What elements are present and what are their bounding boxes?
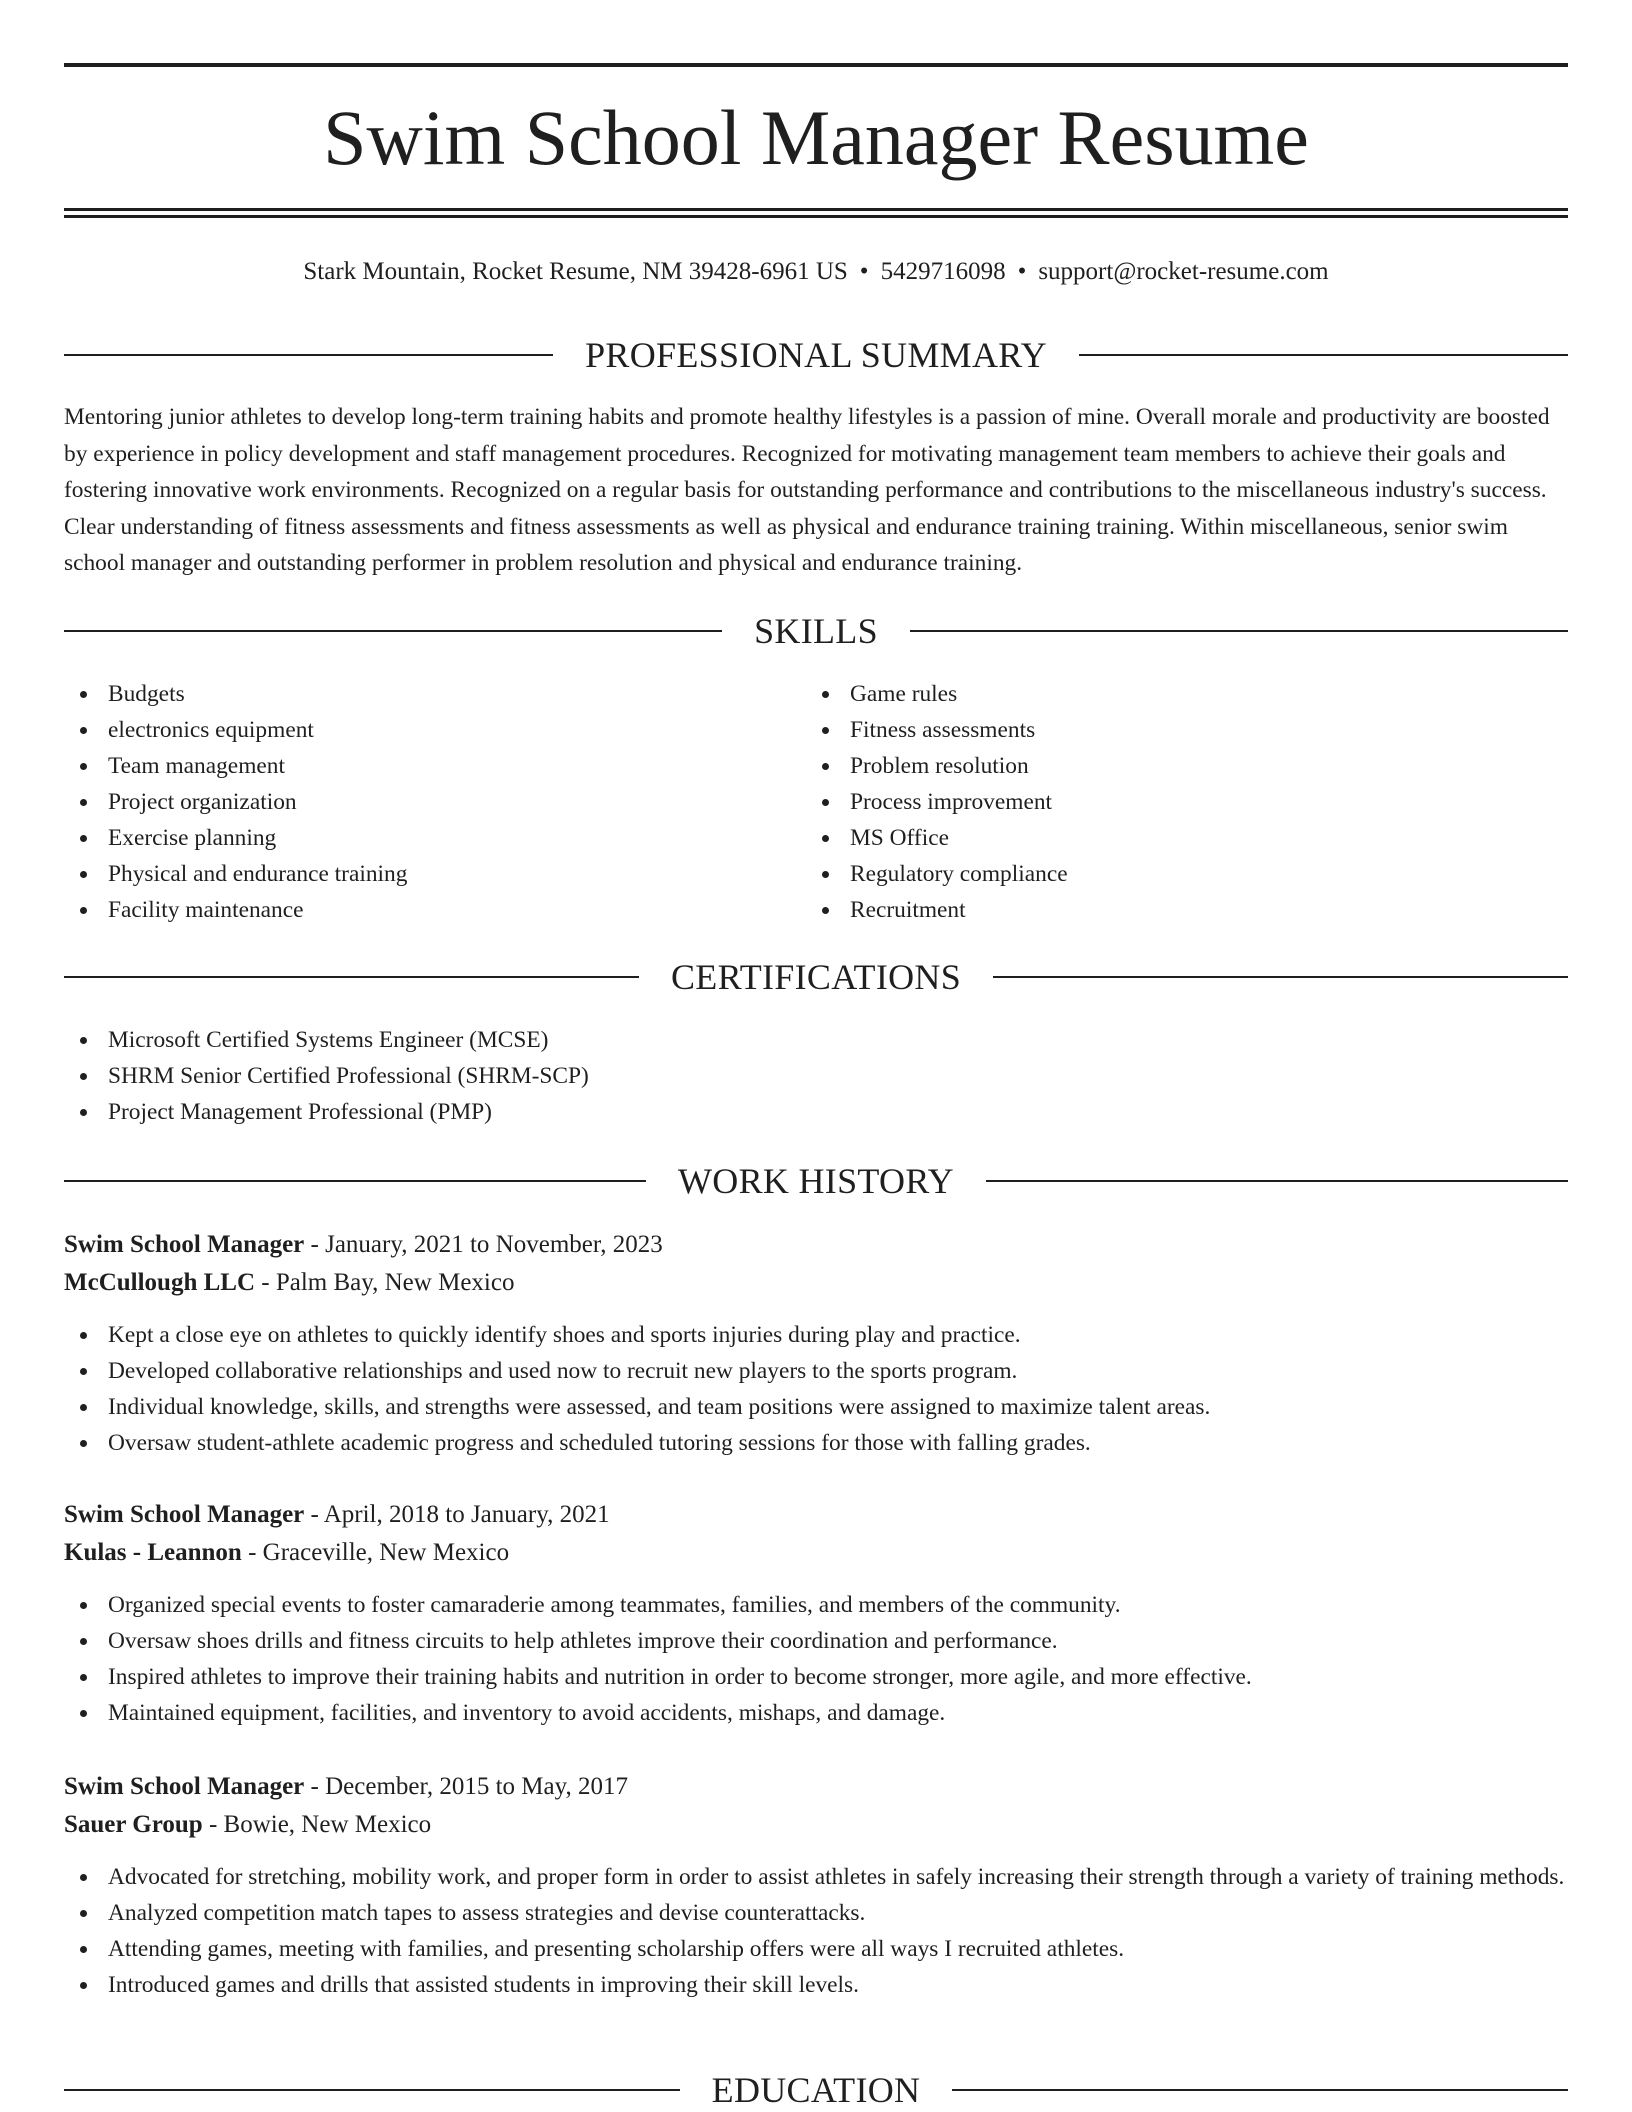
job-bullets [64,1859,1568,2003]
job-separator: - [241,1539,263,1566]
job-bullets [64,1587,1568,1731]
job-bullet: Individual knowledge, skills, and strengths were assessed, and team positions were assigned to maximize talent areas. [64,1389,1568,1425]
certifications-list [64,1022,1568,1130]
certification-item: Project Management Professional (PMP) [64,1094,1568,1130]
section-heading-skills [64,609,1568,653]
job-bullet: Advocated for stretching, mobility work, and proper form in order to assist athletes in safely increasing their strength through a variety of training methods. [64,1859,1568,1895]
divider-line [986,1180,1568,1182]
job-bullet: Kept a close eye on athletes to quickly identify shoes and sports injuries during play and practice. [64,1317,1568,1353]
section-title: WORK HISTORY [678,1161,954,1201]
top-rule [64,63,1568,67]
job-bullet: Introduced games and drills that assisted students in improving their skill levels. [64,1967,1568,2003]
job-title: Swim School Manager [64,1231,305,1258]
job-separator: - [304,1501,324,1528]
job-title-line [64,1496,1568,1534]
divider-line [64,630,722,632]
job-entry [64,1768,1568,2003]
job-bullet: Oversaw student-athlete academic progress and scheduled tutoring sessions for those with falling grades. [64,1425,1568,1461]
skill-item: Budgets [64,676,764,712]
contact-separator: • [859,258,869,285]
section-title: PROFESSIONAL SUMMARY [585,335,1047,375]
skill-item: Fitness assessments [806,712,1506,748]
job-company-line [64,1534,1568,1572]
contact-email: support@rocket-resume.com [1038,258,1329,285]
job-bullet: Analyzed competition match tapes to assess strategies and devise counterattacks. [64,1895,1568,1931]
skills-list-right [806,676,1506,928]
skill-item: Game rules [806,676,1506,712]
skill-item: Team management [64,748,764,784]
job-title: Swim School Manager [64,1501,305,1528]
skill-item: electronics equipment [64,712,764,748]
skill-item: Project organization [64,784,764,820]
job-location: Palm Bay, New Mexico [275,1269,515,1296]
contact-separator: • [1017,258,1027,285]
section-heading-work-history [64,1159,1568,1203]
contact-address: Stark Mountain, Rocket Resume, NM 39428-6961 US [303,258,848,285]
job-bullet: Oversaw shoes drills and fitness circuits to help athletes improve their coordination and performance. [64,1623,1568,1659]
certification-item: Microsoft Certified Systems Engineer (MCSE) [64,1022,1568,1058]
certification-item: SHRM Senior Certified Professional (SHRM-SCP) [64,1058,1568,1094]
job-separator: - [202,1811,224,1838]
job-title-line [64,1226,1568,1264]
page-title: Swim School Manager Resume [323,94,1309,181]
title-rule-lower [64,215,1568,218]
skill-item: MS Office [806,820,1506,856]
divider-line [910,630,1568,632]
divider-line [993,976,1568,978]
skills-list-left [64,676,764,928]
job-bullet: Developed collaborative relationships and used now to recruit new players to the sports program. [64,1353,1568,1389]
job-dates: December, 2015 to May, 2017 [325,1773,628,1800]
skill-item: Exercise planning [64,820,764,856]
section-title: CERTIFICATIONS [670,957,962,997]
contact-phone: 5429716098 [880,258,1006,285]
divider-line [64,354,553,356]
section-title: SKILLS [754,611,878,651]
job-entry [64,1496,1568,1731]
skill-item: Problem resolution [806,748,1506,784]
job-separator: - [255,1269,276,1296]
job-bullet: Inspired athletes to improve their training habits and nutrition in order to become stronger, more agile, and more effective. [64,1659,1568,1695]
job-dates: April, 2018 to January, 2021 [323,1501,610,1528]
job-entry [64,1226,1568,1461]
summary-text: Mentoring junior athletes to develop long-term training habits and promote healthy lifestyles is a passion of mine. Overall morale and productivity are boosted by experience in policy development and staff management procedures. Recognized for motivating management team members to achieve their goals and fostering innovative work environments. Recognized on a regular basis for outstanding performance and contributions to the miscellaneous industry's success. Clear understanding of fitness assessments and fitness assessments as well as physical and endurance training training. Within miscellaneous, senior swim school manager and outstanding performer in problem resolution and physical and endurance training. [64,404,1550,576]
job-company: Sauer Group [64,1811,203,1838]
job-title-line [64,1768,1568,1806]
divider-line [1079,354,1568,356]
job-bullet: Attending games, meeting with families, and presenting scholarship offers were all ways I recruited athletes. [64,1931,1568,1967]
skill-item: Regulatory compliance [806,856,1506,892]
job-title: Swim School Manager [64,1773,305,1800]
job-company: Kulas - Leannon [64,1539,242,1566]
skill-item: Facility maintenance [64,892,764,928]
section-title: EDUCATION [711,2070,921,2110]
section-heading-certifications [64,955,1568,999]
title-rule-upper [64,208,1568,211]
divider-line [64,1180,646,1182]
divider-line [64,2089,680,2091]
divider-line [952,2089,1568,2091]
job-bullets [64,1317,1568,1461]
job-separator: - [304,1773,326,1800]
skill-item: Physical and endurance training [64,856,764,892]
job-company-line [64,1264,1568,1302]
section-heading-summary [64,333,1568,377]
job-location: Bowie, New Mexico [223,1811,432,1838]
skill-item: Process improvement [806,784,1506,820]
job-bullet: Organized special events to foster camaraderie among teammates, families, and members of the community. [64,1587,1568,1623]
divider-line [64,976,639,978]
skill-item: Recruitment [806,892,1506,928]
job-company-line [64,1806,1568,1844]
job-location: Graceville, New Mexico [262,1539,510,1566]
contact-line [64,256,1568,288]
job-dates: January, 2021 to November, 2023 [325,1231,663,1258]
job-separator: - [304,1231,326,1258]
section-heading-education [64,2068,1568,2112]
job-company: McCullough LLC [64,1269,256,1296]
job-bullet: Maintained equipment, facilities, and inventory to avoid accidents, mishaps, and damage. [64,1695,1568,1731]
